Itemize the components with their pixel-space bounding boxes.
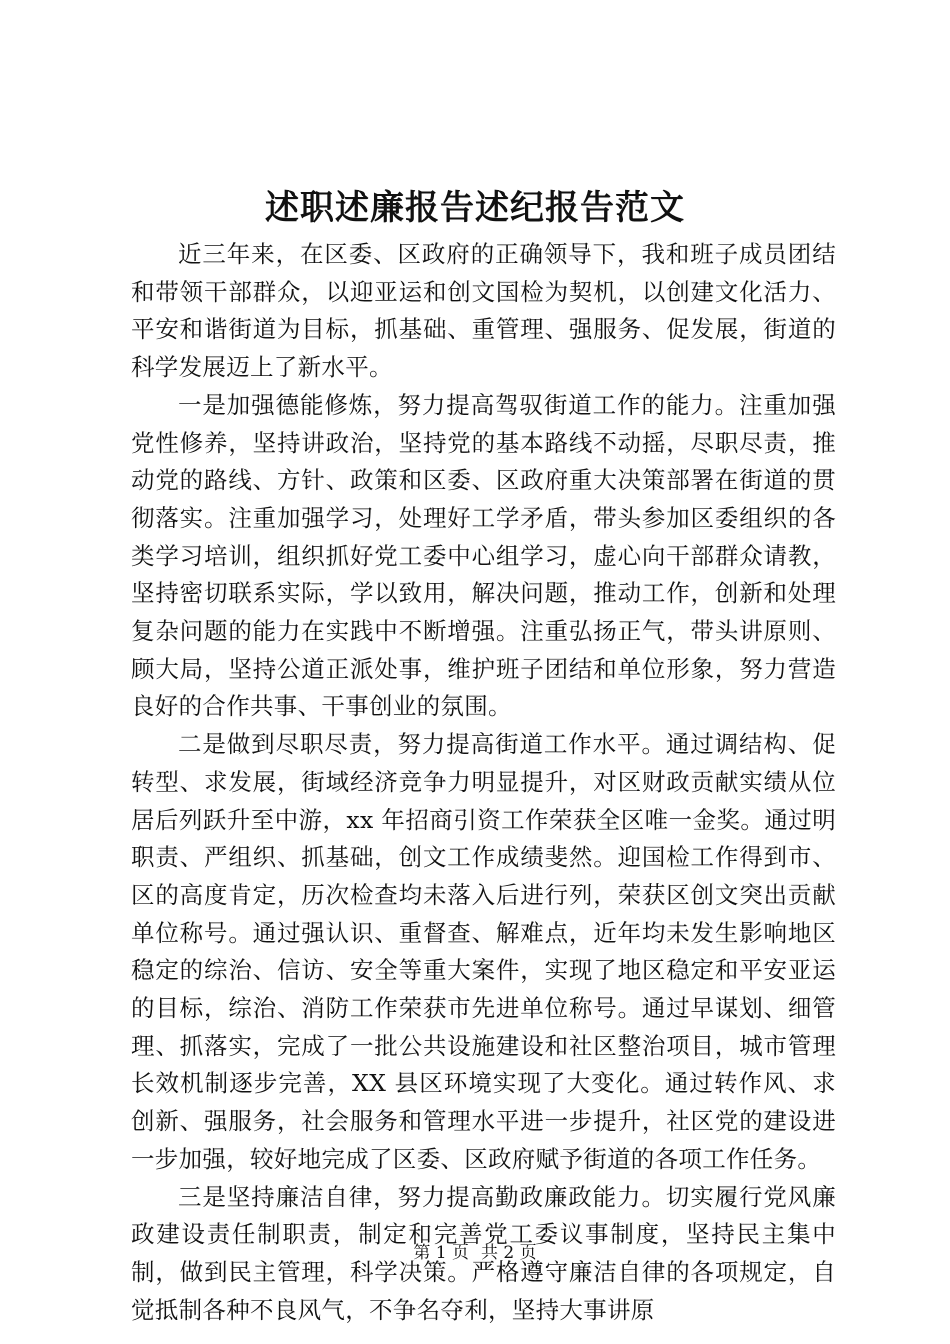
paragraph-point-two: 二是做到尽职尽责，努力提高街道工作水平。通过调结构、促转型、求发展，街域经济竞争力明显提升，对区财政贡献实绩从位居后列跃升至中游，xx 年招商引资工作荣获全区唯一金奖。通过明职责、严组织、抓基础，创文工作成绩斐然。迎国检工作得到市、区的高度肯定，历次检查均未落入后进行列，荣获区创文突出贡献单位称号。通过强认识、重督查、解难点，近年均未发生影响地区稳定的综治、信访、安全等重大案件，实现了地区稳定和平安亚运的目标，综治、消防工作荣获市先进单位称号。通过早谋划、细管理、抓落实，完成了一批公共设施建设和社区整治项目，城市管理长效机制逐步完善，XX 县区环境实现了大变化。通过转作风、求创新、强服务，社会服务和管理水平进一步提升，社区党的建设进一步加强，较好地完成了区委、区政府赋予街道的各项工作任务。: [131, 730, 836, 1173]
page-number: 第 1 页: [413, 1243, 469, 1263]
document-title: 述职述廉报告述纪报告范文: [265, 188, 685, 228]
paragraph-point-three: 三是坚持廉洁自律，努力提高勤政廉政能力。切实履行党风廉政建设责任制职责，制定和完善党工委议事制度，坚持民主集中制，做到民主管理，科学决策。严格遵守廉洁自律的各项规定，自觉抵制各种不良风气，不争名夺利，坚持大事讲原: [131, 1182, 836, 1324]
paragraph-point-one: 一是加强德能修炼，努力提高驾驭街道工作的能力。注重加强党性修养，坚持讲政治，坚持党的基本路线不动摇，尽职尽责，推动党的路线、方针、政策和区委、区政府重大决策部署在街道的贯彻落实。注重加强学习，处理好工学矛盾，带头参加区委组织的各类学习培训，组织抓好党工委中心组学习，虚心向干部群众请教，坚持密切联系实际，学以致用，解决问题，推动工作，创新和处理复杂问题的能力在实践中不断增强。注重弘扬正气，带头讲原则、顾大局，坚持公道正派处事，维护班子团结和单位形象，努力营造良好的合作共事、干事创业的氛围。: [131, 390, 836, 721]
page-footer: [0, 1242, 950, 1264]
page-total: 共 2 页: [481, 1243, 537, 1263]
paragraph-intro: 近三年来，在区委、区政府的正确领导下，我和班子成员团结和带领干部群众，以迎亚运和创文国检为契机，以创建文化活力、平安和谐街道为目标，抓基础、重管理、强服务、促发展，街道的科学发展迈上了新水平。: [131, 240, 836, 382]
document-body: [131, 236, 836, 1329]
